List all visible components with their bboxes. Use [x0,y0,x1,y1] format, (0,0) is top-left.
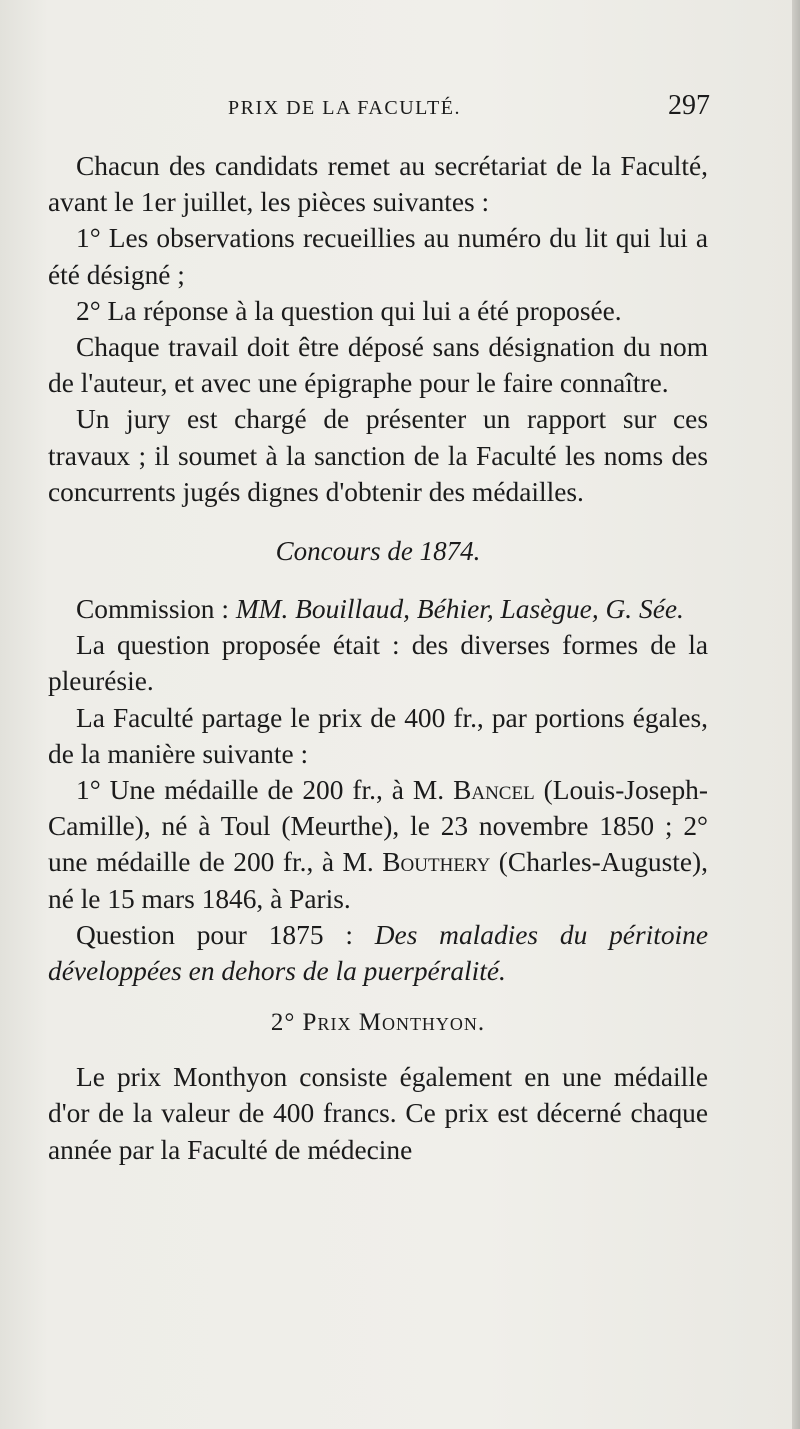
medaille1-details: (Louis-Joseph-Camille), né à Toul (Meurthe), le 23 novembre 1850 ; 2° une médaille de 200 fr., à M. [48,775,708,878]
commission-members: MM. Bouillaud, Béhier, Lasègue, G. Sée. [235,594,684,625]
paragraph-depot: Chaque travail doit être déposé sans désignation du nom de l'auteur, et avec une épigraphe pour le faire connaître. [48,332,708,399]
running-head-title: PRIX DE LA FACULTÉ. [228,97,461,119]
question-1875-label: Question pour 1875 : [76,919,375,950]
paragraph-monthyon: Le prix Monthyon consiste également en une médaille d'or de la valeur de 400 francs. Ce prix est décerné chaque année par la Faculté de médecine [48,1062,708,1165]
paragraph-partage: La Faculté partage le prix de 400 fr., par portions égales, de la manière suivante : [48,702,708,769]
paragraph-question-1875 [48,917,708,989]
laureate-bancel: Bancel [453,775,535,806]
page-number: 297 [668,90,710,121]
running-head [48,90,708,130]
monthyon-heading: 2° Prix Monthyon. [270,1009,486,1037]
page-edge-shadow [792,0,800,1429]
medaille2-details: (Charles-Auguste), né le 15 mars 1846, à Paris. [48,847,708,914]
commission-label: Commission : [76,594,236,625]
paragraph-commission [48,591,708,627]
medaille1-text: 1° Une médaille de 200 fr., à M. [76,775,454,806]
paragraph-reponse: 2° La réponse à la question qui lui a été proposée. [76,295,622,326]
paragraph-question: La question proposée était : des diverses formes de la pleurésie. [48,630,708,697]
paragraph-pieces: Chacun des candidats remet au secrétariat de la Faculté, avant le 1er juillet, les pièces suivantes : [48,151,708,218]
paragraph-jury: Un jury est chargé de présenter un rapport sur ces travaux ; il soumet à la sanction de la Faculté les noms des concurrents jugés dignes d'obtenir des médailles. [48,404,708,507]
question-1875-title: Des maladies du péritoine développées en dehors de la puerpéralité. [48,919,708,987]
paragraph-observations: 1° Les observations recueillies au numéro du lit qui lui a été désigné ; [48,223,708,290]
concours-heading: Concours de 1874. [275,536,481,567]
paragraph-medailles [48,772,708,917]
laureate-bouthery: Bouthery [382,847,491,878]
